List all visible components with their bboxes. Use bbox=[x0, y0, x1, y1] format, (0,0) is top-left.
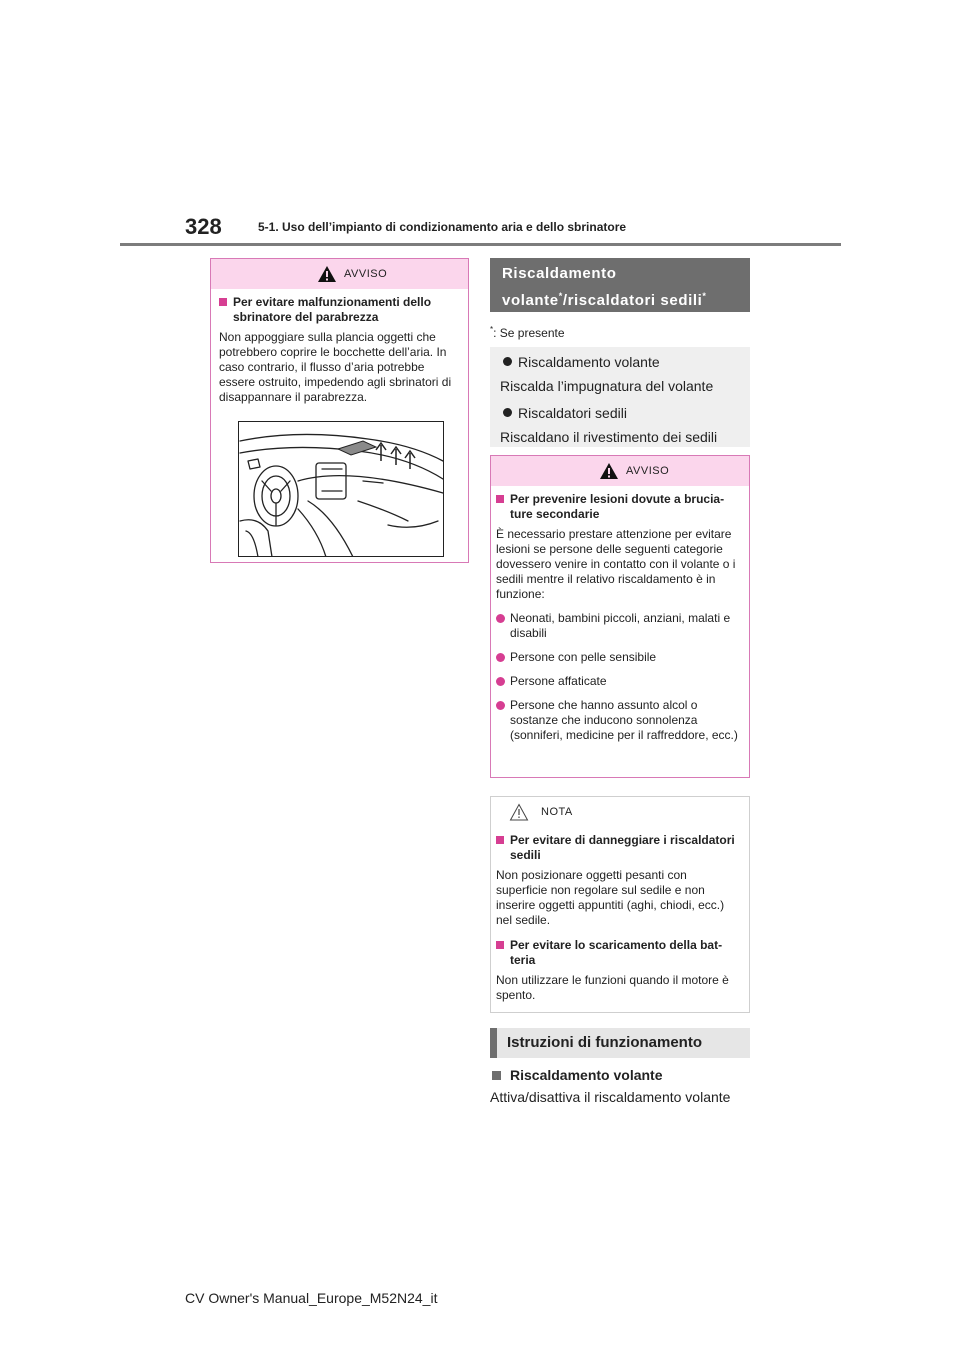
warning-body: È necessario prestare attenzione per evitare lesioni se persone delle seguenti categorie dovessero venire in contatto con il volante o i sedili mentre il relativo riscaldamento è in funzione: bbox=[496, 527, 736, 601]
dot-bullet-icon bbox=[496, 677, 505, 686]
section-title: 5-1. Uso dell’impianto di condizionamento aria e dello sbrinatore bbox=[258, 220, 627, 234]
page-number: 328 bbox=[185, 214, 222, 239]
instructions-subtitle: Riscaldamento volante bbox=[492, 1067, 663, 1083]
note-label: NOTA bbox=[541, 806, 573, 818]
warning-body: Non appoggiare sulla plancia oggetti che potrebbero coprire le bocchette dell’aria. In caso contrario, il flusso d’aria potrebbe essere ostruito, impedendo agli sbrinatori di disappannare il parabrezza. bbox=[219, 330, 452, 404]
note-box bbox=[490, 796, 750, 1013]
feature-item: Riscaldamento volante bbox=[500, 353, 740, 371]
square-bullet-icon bbox=[496, 836, 504, 844]
dot-bullet-icon bbox=[496, 701, 505, 710]
left-warning-box bbox=[210, 258, 469, 563]
warning-triangle-icon bbox=[317, 265, 337, 283]
square-bullet-icon bbox=[496, 941, 504, 949]
warning-header bbox=[211, 259, 468, 289]
round-bullet-icon bbox=[503, 408, 512, 417]
feature-item: Riscaldatori sedili bbox=[500, 404, 740, 422]
warning-label: AVVISO bbox=[626, 465, 670, 477]
list-item: Neonati, bambini piccoli, anziani, malati e disabili bbox=[496, 611, 741, 641]
square-bullet-icon bbox=[496, 495, 504, 503]
list-item: Persone con pelle sensibile bbox=[496, 650, 741, 665]
note-header bbox=[491, 797, 749, 827]
section-heading-heating: Riscaldamento volante*/riscaldatori sedili* bbox=[490, 258, 750, 312]
header-rule bbox=[120, 243, 841, 246]
list-item: Persone che hanno assunto alcol o sostanze che inducono sonnolenza (sonniferi, medicine per il raffreddore, ecc.) bbox=[496, 698, 741, 743]
right-warning-box bbox=[490, 455, 750, 778]
dot-bullet-icon bbox=[496, 653, 505, 662]
warning-label: AVVISO bbox=[344, 268, 388, 280]
footer: CV Owner's Manual_Europe_M52N24_it bbox=[185, 1290, 438, 1306]
dot-bullet-icon bbox=[496, 614, 505, 623]
warning-header bbox=[491, 456, 749, 486]
footnote: *: Se presente bbox=[490, 325, 565, 340]
square-bullet-icon bbox=[492, 1071, 501, 1080]
round-bullet-icon bbox=[503, 357, 512, 366]
note-title: Per evitare di danneggiare i riscaldatori sedili bbox=[496, 833, 741, 863]
dashboard-illustration bbox=[238, 421, 444, 557]
note-body: Non utilizzare le funzioni quando il motore è spento. bbox=[496, 973, 729, 1002]
caution-triangle-icon bbox=[509, 803, 529, 821]
feature-desc: Riscalda l’impugnatura del volante bbox=[500, 378, 714, 394]
warning-title: Per evitare malfunzionamenti dello sbrinatore del parabrezza bbox=[219, 295, 458, 325]
instructions-text: Attiva/disattiva il riscaldamento volante bbox=[490, 1089, 731, 1105]
section-heading-instructions: Istruzioni di funzionamento bbox=[490, 1028, 750, 1058]
note-title: Per evitare lo scaricamento della batteria bbox=[496, 938, 741, 968]
warning-title: Per prevenire lesioni dovute a bruciature secondarie bbox=[496, 492, 741, 522]
feature-desc: Riscaldano il rivestimento dei sedili bbox=[500, 429, 718, 445]
features-panel bbox=[490, 347, 750, 447]
note-body: Non posizionare oggetti pesanti con superficie non regolare sul sedile e non inserire oggetti appuntiti (aghi, chiodi, ecc.) nel sedile. bbox=[496, 868, 725, 927]
list-item: Persone affaticate bbox=[496, 674, 741, 689]
warning-triangle-icon bbox=[599, 462, 619, 480]
square-bullet-icon bbox=[219, 298, 227, 306]
